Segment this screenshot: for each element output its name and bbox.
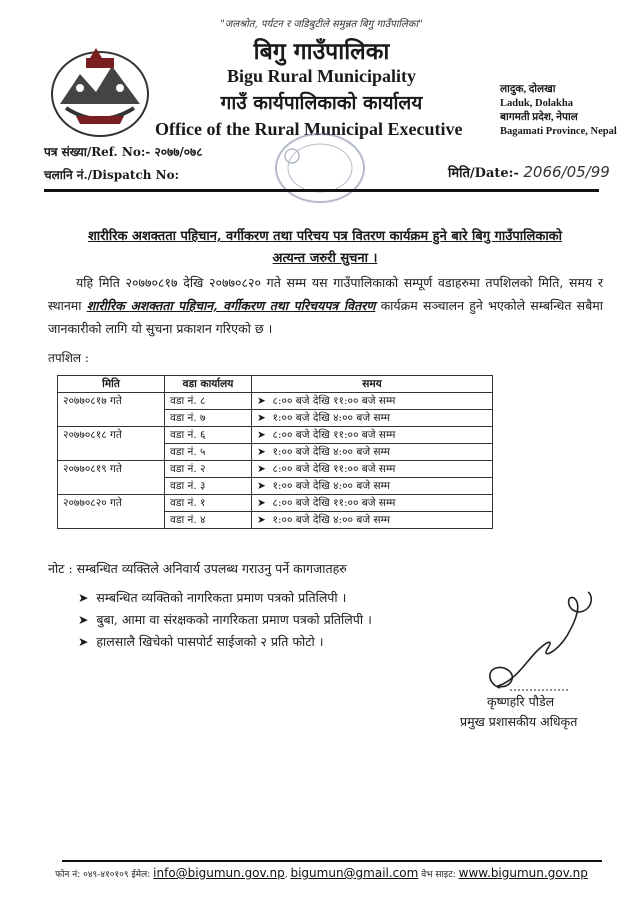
notice-subject (40, 226, 610, 270)
handwritten-signature (470, 590, 610, 700)
ward-cell: वडा नं. ८ (165, 393, 252, 410)
footer-contact (0, 866, 643, 880)
table-row (58, 427, 493, 444)
date-field (448, 163, 610, 181)
table-header-row (58, 376, 493, 393)
address-line: Laduk, Dolakha (500, 98, 573, 109)
time-cell: ➤ १:०० बजे देखि ४:०० बजे सम्म (252, 512, 493, 529)
body-text-1: यहि मिति २०७७०८१७ देखि २०७७०८२० गते सम्म यस गाउँपालिकाको सम्पूर्ण वडाहरुमा तपशिलको मिति, समय र स्थानमा (48, 275, 603, 313)
signatory-name: कृष्णहरि पौडेल (487, 694, 555, 709)
table-row (58, 393, 493, 410)
subject-line-2: अत्यन्त जरुरी सुचना । (272, 251, 378, 266)
date-cell: २०७७०८१९ गते (58, 461, 165, 495)
footer-divider (62, 860, 602, 862)
body-emphasis: शारीरिक अशक्तता पहिचान, वर्गीकरण तथा परिचयपत्र वितरण (86, 298, 376, 313)
time-cell: ➤ १:०० बजे देखि ४:०० बजे सम्म (252, 478, 493, 495)
ref-label: पत्र संख्या/Ref. No:- (44, 145, 155, 159)
time-cell: ➤ १:०० बजे देखि ४:०० बजे सम्म (252, 444, 493, 461)
date-cell: २०७७०८२० गते (58, 495, 165, 529)
time-cell: ➤ ८:०० बजे देखि ११:०० बजे सम्म (252, 393, 493, 410)
requirements-note: नोट : सम्बन्धित व्यक्तिले अनिवार्य उपलब्ध गराउनु पर्ने कागजातहरु (48, 561, 347, 576)
time-text: ८:०० बजे देखि ११:०० बजे सम्म (272, 395, 396, 407)
municipality-title-english: Bigu Rural Municipality (226, 66, 417, 86)
requirement-item: ➤ सम्बन्धित व्यक्तिको नागरिकता प्रमाण पत्रको प्रतिलिपी । (78, 590, 347, 605)
ward-cell: वडा नं. ४ (165, 512, 252, 529)
time-text: ८:०० बजे देखि ११:०० बजे सम्म (272, 497, 396, 509)
ref-value: २०७७/०७८ (154, 145, 203, 159)
office-title-nepali: गाउँ कार्यपालिकाको कार्यालय (220, 92, 423, 114)
notice-body (48, 271, 603, 340)
ward-cell: वडा नं. ७ (165, 410, 252, 427)
signatory-title: प्रमुख प्रशासकीय अधिकृत (460, 714, 578, 729)
reference-number (44, 143, 203, 160)
address-block (500, 83, 617, 139)
body-text-2: कार्यक्रम सञ्चालन हुने भएकोले सम्बन्धित सबैमा जानकारीको लागि यो सुचना प्रकाशन गरिएको छ । (48, 298, 603, 336)
time-text: ८:०० बजे देखि ११:०० बजे सम्म (272, 463, 396, 475)
email-link-gmail[interactable]: bigumun@gmail.com (290, 866, 419, 880)
col-header-ward: वडा कार्यालय (165, 376, 252, 393)
footer-phone: फोन नं: ०४९-४१०१०९ ईमेल: (55, 870, 154, 880)
time-cell: ➤ ८:०० बजे देखि ११:०० बजे सम्म (252, 461, 493, 478)
requirement-text: सम्बन्धित व्यक्तिको नागरिकता प्रमाण पत्रको प्रतिलिपी । (96, 590, 347, 605)
time-text: ८:०० बजे देखि ११:०० बजे सम्म (272, 429, 396, 441)
date-cell: २०७७०८१८ गते (58, 427, 165, 461)
ward-cell: वडा नं. १ (165, 495, 252, 512)
date-value: 2066/05/99 (523, 163, 610, 181)
col-header-date: मिति (58, 376, 165, 393)
ward-cell: वडा नं. ३ (165, 478, 252, 495)
schedule-table (57, 375, 493, 529)
requirement-text: हालसालै खिचेको पासपोर्ट साईजको २ प्रति फोटो । (96, 634, 324, 649)
tapsil-label: तपशिल : (48, 351, 89, 365)
time-cell: ➤ ८:०० बजे देखि ११:०० बजे सम्म (252, 427, 493, 444)
address-line: Bagamati Province, Nepal (500, 126, 617, 137)
subject-line-1: शारीरिक अशक्तता पहिचान, वर्गीकरण तथा परिचय पत्र वितरण कार्यक्रम हुने बारे बिगु गाउँपालिकाको (87, 229, 563, 244)
header-divider (44, 189, 599, 192)
col-header-time: समय (252, 376, 493, 393)
date-cell: २०७७०८१७ गते (58, 393, 165, 427)
table-row (58, 461, 493, 478)
motto: "जलश्रोत, पर्यटन र जडिबुटीले समुन्नत बिगु गाउँपालिका" (220, 19, 423, 30)
office-title-english: Office of the Rural Municipal Executive (155, 119, 463, 139)
time-text: १:०० बजे देखि ४:०० बजे सम्म (272, 480, 390, 492)
table-row (58, 495, 493, 512)
office-stamp (270, 128, 370, 208)
date-label: मिति/Date:- (448, 166, 524, 181)
ward-cell: वडा नं. ६ (165, 427, 252, 444)
requirement-item: ➤ हालसालै खिचेको पासपोर्ट साईजको २ प्रति फोटो । (78, 634, 324, 649)
ward-cell: वडा नं. ५ (165, 444, 252, 461)
website-link[interactable]: www.bigumun.gov.np (458, 866, 588, 880)
time-text: १:०० बजे देखि ४:०० बजे सम्म (272, 446, 390, 458)
time-text: १:०० बजे देखि ४:०० बजे सम्म (272, 412, 390, 424)
requirement-text: बुबा, आमा वा संरक्षकको नागरिकता प्रमाण पत्रको प्रतिलिपी । (96, 612, 372, 627)
dispatch-number: चलानि नं./Dispatch No: (44, 168, 180, 182)
municipality-title-nepali: बिगु गाउँपालिका (253, 38, 390, 65)
ward-cell: वडा नं. २ (165, 461, 252, 478)
email-link-info[interactable]: info@bigumun.gov.np (153, 866, 285, 880)
time-cell: ➤ १:०० बजे देखि ४:०० बजे सम्म (252, 410, 493, 427)
address-line: बागमती प्रदेश, नेपाल (500, 112, 578, 123)
time-cell: ➤ ८:०० बजे देखि ११:०० बजे सम्म (252, 495, 493, 512)
footer-sep: , (284, 870, 291, 880)
address-line: लादुक, दोलखा (500, 84, 556, 95)
time-text: १:०० बजे देखि ४:०० बजे सम्म (272, 514, 390, 526)
footer-web-label: वेभ साइट: (418, 870, 459, 880)
requirement-item: ➤ बुबा, आमा वा संरक्षकको नागरिकता प्रमाण पत्रको प्रतिलिपी । (78, 612, 372, 627)
